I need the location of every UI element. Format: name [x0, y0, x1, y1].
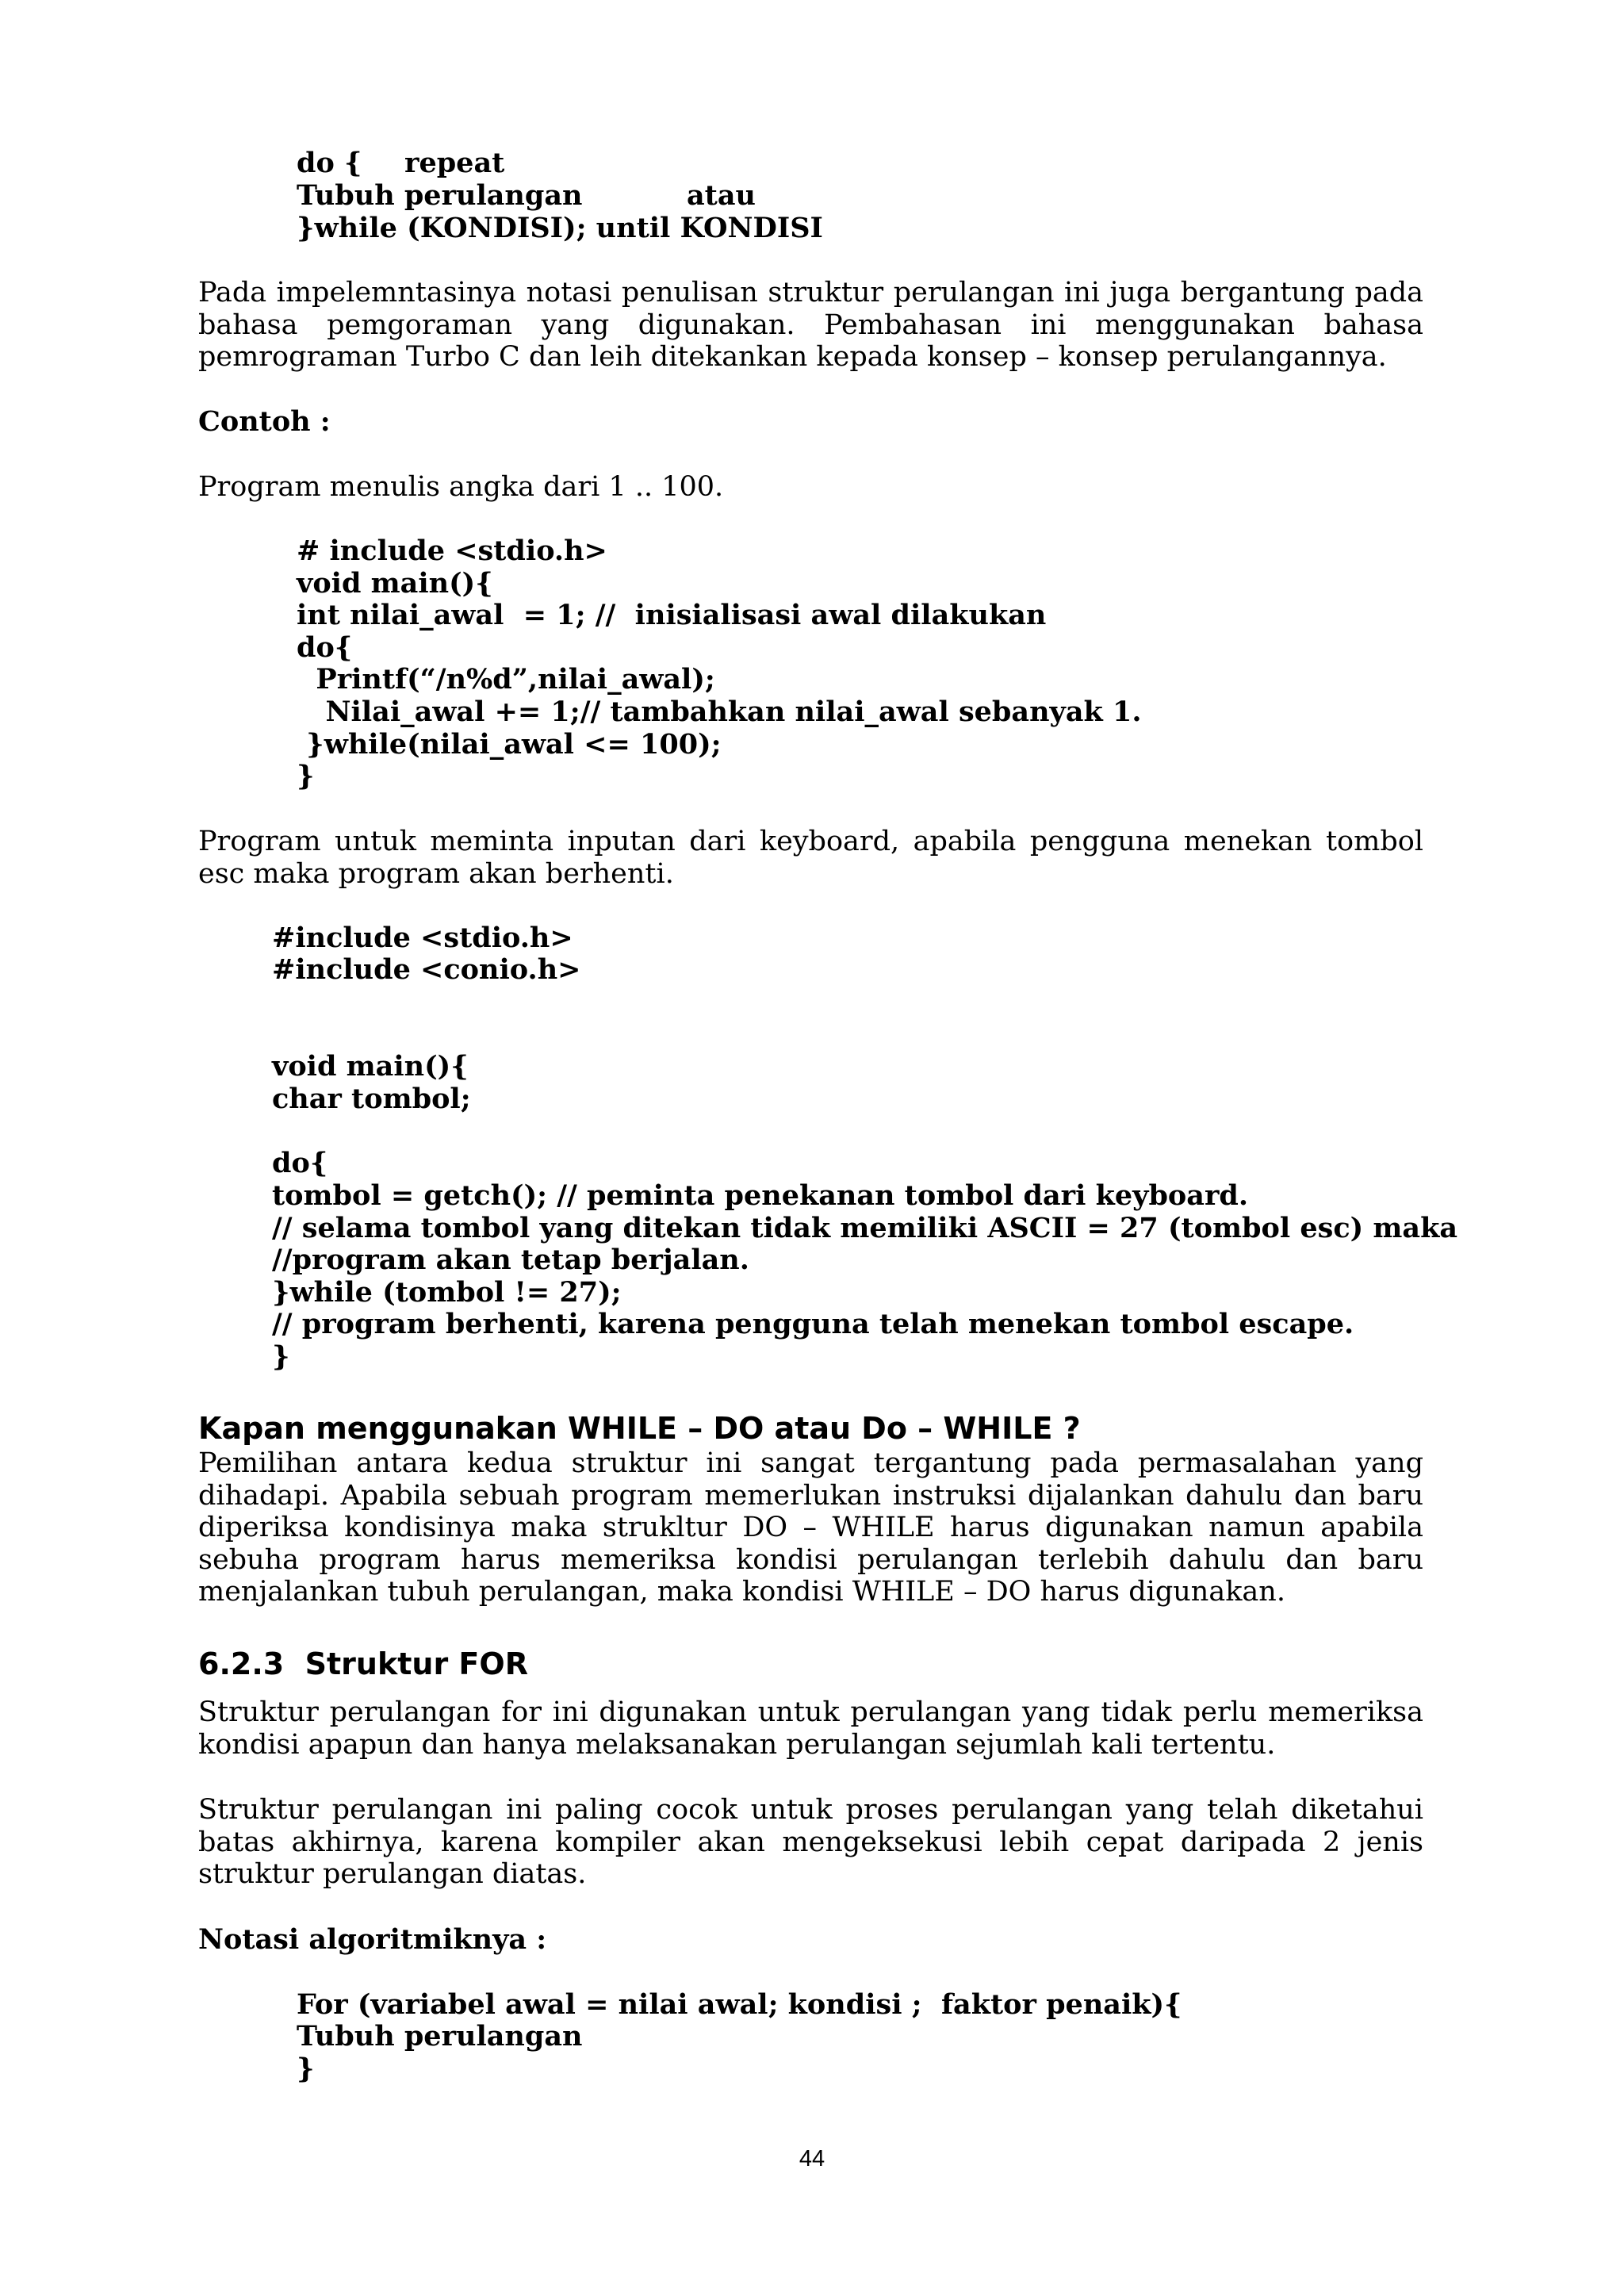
code2-getch: tombol = getch(); // peminta penekanan tombol dari keyboard.: [272, 1179, 1249, 1212]
for-notation-line: Tubuh perulangan: [297, 2020, 583, 2053]
example1-description: Program menulis angka dari 1 .. 100.: [198, 471, 724, 503]
code1-line: Nilai_awal += 1;// tambahkan nilai_awal sebanyak 1.: [297, 696, 1142, 728]
code2-do: do{: [272, 1147, 328, 1179]
contoh-label: Contoh :: [198, 405, 331, 438]
notation-while-until: }while (KONDISI); until KONDISI: [297, 212, 823, 244]
for-notation-line: For (variabel awal = nilai awal; kondisi ; faktor penaik){: [297, 1988, 1182, 2021]
code1-line: void main(){: [297, 567, 493, 600]
code2-comment: //program akan tetap berjalan.: [272, 1244, 749, 1276]
example2-description: Program untuk meminta inputan dari keyboard, apabila pengguna menekan tombol esc maka program akan berhenti.: [198, 826, 1423, 890]
code1-line: }while(nilai_awal <= 100);: [297, 728, 722, 761]
paragraph-intro: Pada impelemntasinya notasi penulisan struktur perulangan ini juga bergantung pada bahasa pemgoraman yang digunakan. Pembahasan ini menggunakan bahasa pemrograman Turbo C dan leih ditekankan kepada konsep – konsep perulangannya.: [198, 277, 1423, 373]
notation-body: Tubuh perulangan: [297, 179, 583, 212]
paragraph-for-1: Struktur perulangan for ini digunakan untuk perulangan yang tidak perlu memeriksa kondisi apapun dan hanya melaksanakan perulangan sejumlah kali tertentu.: [198, 1696, 1423, 1761]
code2-close: }: [272, 1340, 290, 1373]
code1-line: }: [297, 760, 315, 792]
code1-line: # include <stdio.h>: [297, 535, 607, 567]
for-notation-line: }: [297, 2053, 315, 2085]
code1-line: Printf(“/n%d”,nilai_awal);: [297, 663, 715, 696]
code2-comment: // selama tombol yang ditekan tidak memiliki ASCII = 27 (tombol esc) maka: [272, 1212, 1458, 1244]
code1-line: int nilai_awal = 1; // inisialisasi awal dilakukan: [297, 599, 1047, 631]
paragraph-for-2: Struktur perulangan ini paling cocok untuk proses perulangan yang telah diketahui batas akhirnya, karena kompiler akan mengeksekusi lebih cepat daripada 2 jenis struktur perulangan diatas.: [198, 1794, 1423, 1890]
notation-do: do {: [297, 147, 362, 179]
notation-repeat: repeat: [404, 147, 505, 179]
code2-comment: // program berhenti, karena pengguna telah menekan tombol escape.: [272, 1308, 1354, 1340]
section-heading-kapan: Kapan menggunakan WHILE – DO atau Do – WHILE ?: [198, 1411, 1081, 1446]
notasi-label: Notasi algoritmiknya :: [198, 1923, 547, 1956]
page-number: 44: [799, 2146, 825, 2171]
code1-line: do{: [297, 631, 353, 664]
notation-atau: atau: [687, 179, 756, 212]
code2-while: }while (tombol != 27);: [272, 1276, 622, 1309]
code2-include-conio: #include <conio.h>: [272, 953, 581, 986]
paragraph-kapan: Pemilihan antara kedua struktur ini sangat tergantung pada permasalahan yang dihadapi. Apabila sebuah program memerlukan instruksi dijalankan dahulu dan baru diperiksa kondisinya maka strukltur DO – WHILE harus digunakan namun apabila sebuha program harus memeriksa kondisi perulangan terlebih dahulu dan baru menjalankan tubuh perulangan, maka kondisi WHILE – DO harus digunakan.: [198, 1447, 1423, 1608]
code2-include-stdio: #include <stdio.h>: [272, 922, 573, 954]
section-heading-for: 6.2.3 Struktur FOR: [198, 1646, 528, 1681]
code2-main: void main(){: [272, 1050, 469, 1083]
code2-declaration: char tombol;: [272, 1083, 471, 1115]
